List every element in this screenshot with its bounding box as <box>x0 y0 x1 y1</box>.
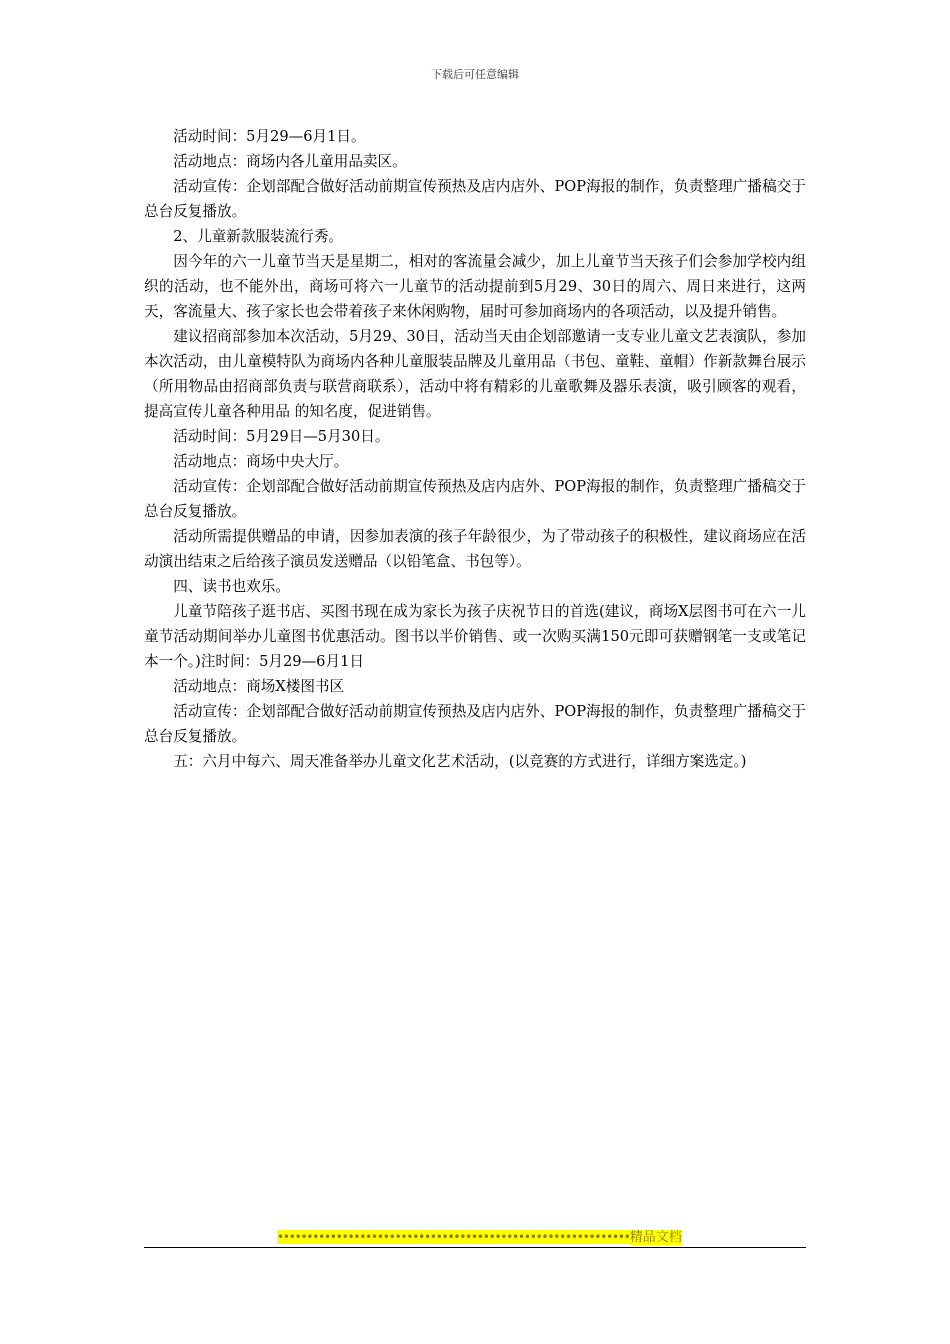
section-heading: 五：六月中每六、周天准备举办儿童文化艺术活动，(以竞赛的方式进行，详细方案选定。) <box>173 753 747 770</box>
section-heading: 四、读书也欢乐。 <box>173 578 290 595</box>
paragraph: 活动时间：5月29—6月1日。 <box>173 128 366 145</box>
paragraph: 活动地点：商场X楼图书区 <box>173 678 345 695</box>
paragraph: 活动地点：商场中央大厅。 <box>173 453 349 470</box>
footer-dots: •••••••••••••••••••••••••••••••••••••••••••••••••••••••••••• <box>277 1230 630 1244</box>
footer-label: 精品文档 <box>629 1230 682 1245</box>
paragraph: 活动宣传：企划部配合做好活动前期宣传预热及店内店外、POP海报的制作，负责整理广播稿交于总台反复播放。 <box>144 478 806 520</box>
footer-divider <box>144 1247 806 1248</box>
paragraph: 活动宣传：企划部配合做好活动前期宣传预热及店内店外、POP海报的制作，负责整理广播稿交于总台反复播放。 <box>144 178 806 220</box>
page-footer <box>277 1228 682 1246</box>
paragraph: 因今年的六一儿童节当天是星期二，相对的客流量会减少，加上儿童节当天孩子们会参加学校内组织的活动，也不能外出，商场可将六一儿童节的活动提前到5月29、30日的周六、周日来进行，这两天，客流量大、孩子家长也会带着孩子来休闲购物，届时可参加商场内的各项活动，以及提升销售。 <box>144 253 806 320</box>
page-header: 下载后可任意编辑 <box>431 68 519 81</box>
paragraph: 建议招商部参加本次活动，5月29、30日，活动当天由企划部邀请一支专业儿童文艺表演队，参加本次活动，由儿童模特队为商场内各种儿童服装品牌及儿童用品（书包、童鞋、童帽）作新款舞台展示（所用物品由招商部负责与联营商联系），活动中将有精彩的儿童歌舞及器乐表演，吸引顾客的观看，提高宣传儿童各种用品 的知名度，促进销售。 <box>144 328 806 420</box>
paragraph: 活动宣传：企划部配合做好活动前期宣传预热及店内店外、POP海报的制作，负责整理广播稿交于总台反复播放。 <box>144 703 806 745</box>
document-body <box>144 124 806 774</box>
paragraph: 活动地点：商场内各儿童用品卖区。 <box>173 153 407 170</box>
paragraph: 儿童节陪孩子逛书店、买图书现在成为家长为孩子庆祝节日的首选(建议，商场X层图书可在六一儿童节活动期间举办儿童图书优惠活动。图书以半价销售、或一次购买满150元即可获赠钢笔一支或笔记本一个。)注时间：5月29—6月1日 <box>144 603 806 670</box>
paragraph: 活动所需提供赠品的申请，因参加表演的孩子年龄很少，为了带动孩子的积极性，建议商场应在活动演出结束之后给孩子演员发送赠品（以铅笔盒、书包等）。 <box>144 528 806 570</box>
section-heading: 2、儿童新款服装流行秀。 <box>173 228 344 245</box>
paragraph: 活动时间：5月29日—5月30日。 <box>173 428 390 445</box>
